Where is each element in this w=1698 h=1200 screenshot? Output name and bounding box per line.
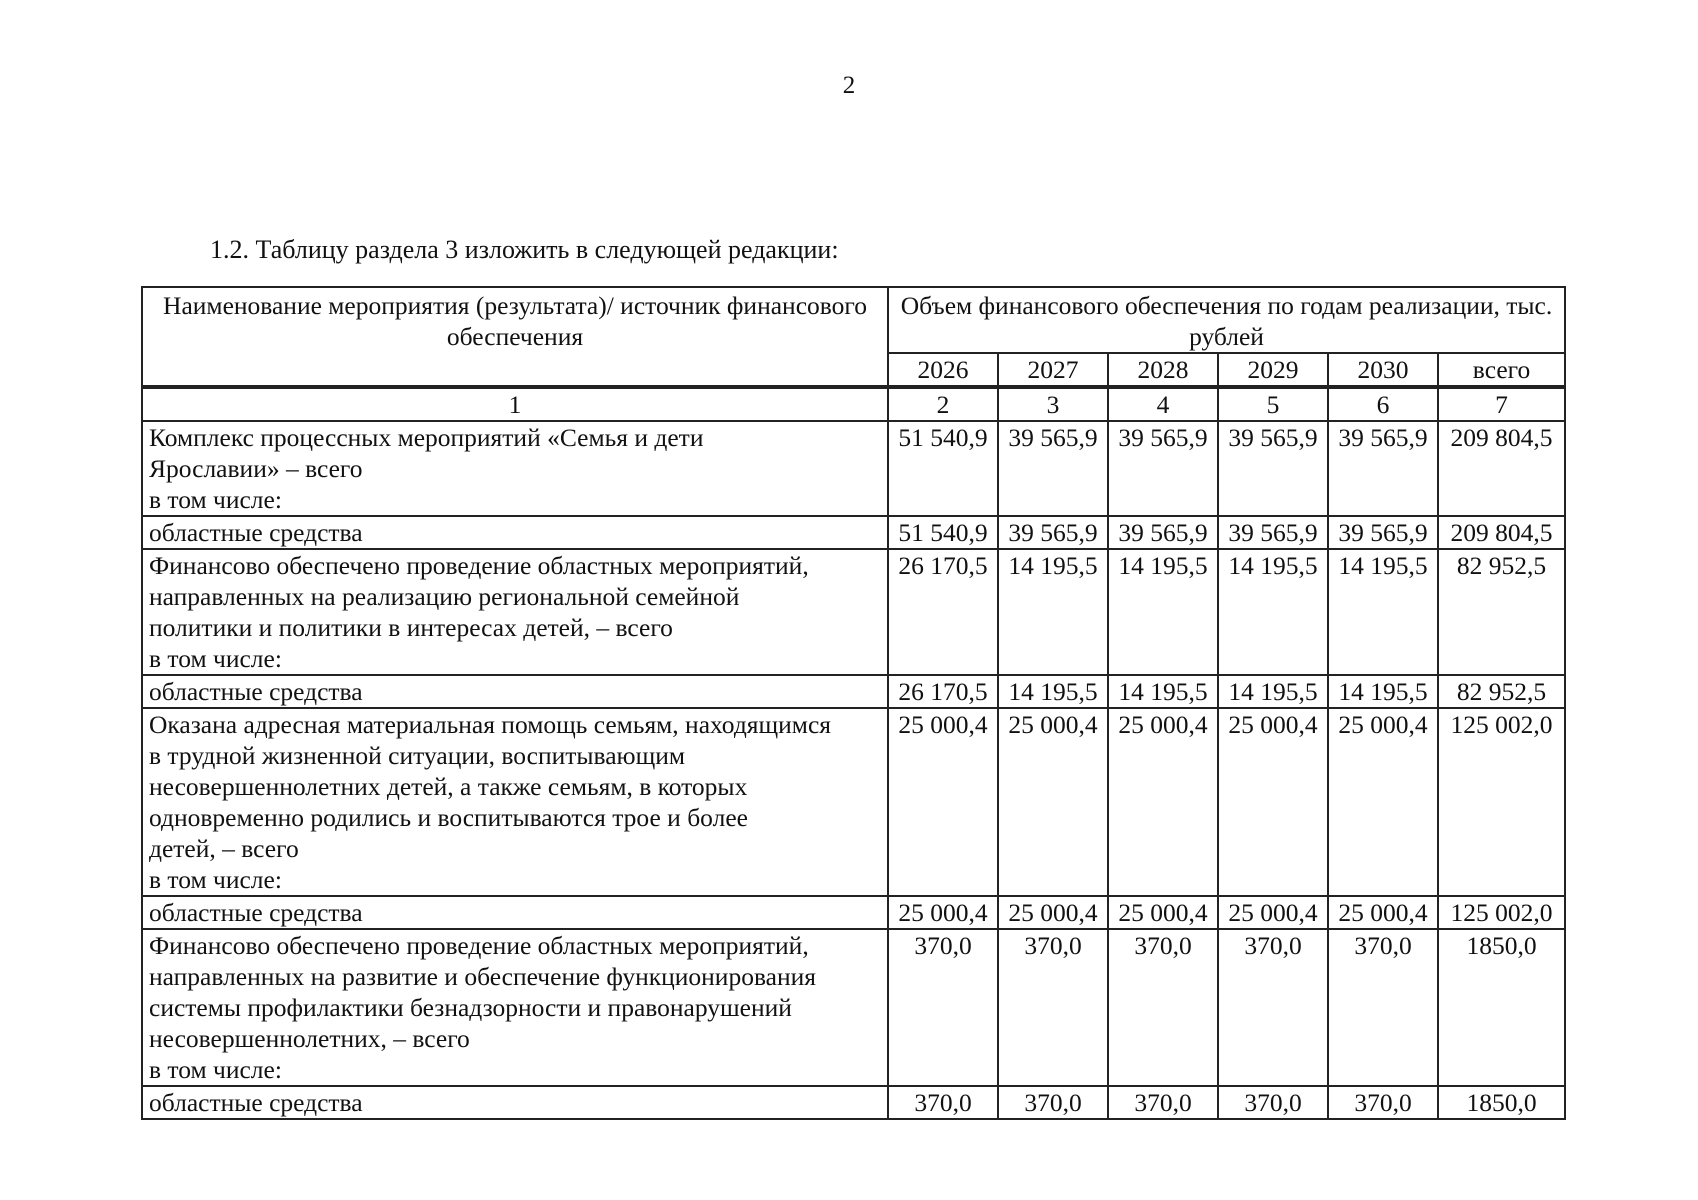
column-number: 4 bbox=[1108, 387, 1218, 421]
row-total-value: 1850,0 bbox=[1438, 1086, 1565, 1119]
row-year-value: 370,0 bbox=[998, 929, 1108, 1086]
row-year-value: 370,0 bbox=[1218, 929, 1328, 1086]
table-body bbox=[142, 421, 1565, 1119]
row-name-cell bbox=[142, 708, 888, 896]
table-header bbox=[142, 287, 1565, 421]
row-name-line: областные средства bbox=[149, 1088, 363, 1117]
table-row bbox=[142, 896, 1565, 929]
row-name-line: одновременно родились и воспитываются трое и более bbox=[149, 803, 748, 832]
row-name-cell bbox=[142, 675, 888, 708]
row-year-value: 14 195,5 bbox=[1328, 549, 1438, 675]
row-year-value: 370,0 bbox=[1108, 929, 1218, 1086]
header-year: 2029 bbox=[1218, 353, 1328, 387]
header-year: 2027 bbox=[998, 353, 1108, 387]
row-year-value: 370,0 bbox=[1218, 1086, 1328, 1119]
table-row bbox=[142, 516, 1565, 549]
row-name-cell bbox=[142, 1086, 888, 1119]
row-total-value: 82 952,5 bbox=[1438, 675, 1565, 708]
row-year-value: 25 000,4 bbox=[888, 708, 998, 896]
row-year-value: 25 000,4 bbox=[998, 896, 1108, 929]
column-number: 5 bbox=[1218, 387, 1328, 421]
row-total-value: 125 002,0 bbox=[1438, 708, 1565, 896]
table-row bbox=[142, 675, 1565, 708]
row-name-line: в том числе: bbox=[149, 865, 282, 894]
row-year-value: 370,0 bbox=[1328, 1086, 1438, 1119]
row-name-cell bbox=[142, 516, 888, 549]
row-name-line: в трудной жизненной ситуации, воспитывающим bbox=[149, 741, 686, 770]
header-name-column: Наименование мероприятия (результата)/ источник финансового обеспечения bbox=[142, 287, 888, 387]
row-name-line: системы профилактики безнадзорности и правонарушений bbox=[149, 993, 792, 1022]
row-name-line: Ярославии» – всего bbox=[149, 454, 363, 483]
row-name-cell bbox=[142, 896, 888, 929]
row-name-cell bbox=[142, 549, 888, 675]
header-year: 2026 bbox=[888, 353, 998, 387]
row-year-value: 370,0 bbox=[1108, 1086, 1218, 1119]
header-total: всего bbox=[1438, 353, 1565, 387]
column-number: 6 bbox=[1328, 387, 1438, 421]
row-name-line: областные средства bbox=[149, 677, 363, 706]
table-row bbox=[142, 549, 1565, 675]
header-year: 2030 bbox=[1328, 353, 1438, 387]
row-year-value: 26 170,5 bbox=[888, 549, 998, 675]
row-year-value: 14 195,5 bbox=[1218, 675, 1328, 708]
row-name-line: направленных на реализацию региональной семейной bbox=[149, 582, 740, 611]
row-name-line: Финансово обеспечено проведение областных мероприятий, bbox=[149, 931, 809, 960]
row-year-value: 25 000,4 bbox=[1108, 896, 1218, 929]
row-year-value: 25 000,4 bbox=[1218, 708, 1328, 896]
row-year-value: 39 565,9 bbox=[998, 516, 1108, 549]
row-year-value: 25 000,4 bbox=[998, 708, 1108, 896]
header-year: 2028 bbox=[1108, 353, 1218, 387]
row-year-value: 39 565,9 bbox=[1328, 421, 1438, 516]
row-year-value: 370,0 bbox=[888, 1086, 998, 1119]
row-name-line: Финансово обеспечено проведение областных мероприятий, bbox=[149, 551, 809, 580]
row-total-value: 209 804,5 bbox=[1438, 421, 1565, 516]
column-number-row bbox=[142, 387, 1565, 421]
row-year-value: 25 000,4 bbox=[1218, 896, 1328, 929]
row-name-line: в том числе: bbox=[149, 1055, 282, 1084]
row-name-cell bbox=[142, 929, 888, 1086]
row-name-line: несовершеннолетних, – всего bbox=[149, 1024, 470, 1053]
row-year-value: 25 000,4 bbox=[1328, 896, 1438, 929]
row-year-value: 25 000,4 bbox=[1328, 708, 1438, 896]
column-number: 2 bbox=[888, 387, 998, 421]
table-row bbox=[142, 929, 1565, 1086]
row-name-line: детей, – всего bbox=[149, 834, 299, 863]
row-total-value: 125 002,0 bbox=[1438, 896, 1565, 929]
row-name-line: в том числе: bbox=[149, 485, 282, 514]
row-name-cell bbox=[142, 421, 888, 516]
row-year-value: 370,0 bbox=[1328, 929, 1438, 1086]
row-year-value: 14 195,5 bbox=[1108, 549, 1218, 675]
row-year-value: 39 565,9 bbox=[998, 421, 1108, 516]
row-name-line: направленных на развитие и обеспечение функционирования bbox=[149, 962, 816, 991]
row-year-value: 14 195,5 bbox=[1108, 675, 1218, 708]
row-year-value: 14 195,5 bbox=[1218, 549, 1328, 675]
row-year-value: 26 170,5 bbox=[888, 675, 998, 708]
row-total-value: 209 804,5 bbox=[1438, 516, 1565, 549]
row-year-value: 39 565,9 bbox=[1328, 516, 1438, 549]
row-name-line: Комплекс процессных мероприятий «Семья и дети bbox=[149, 423, 704, 452]
row-year-value: 14 195,5 bbox=[998, 549, 1108, 675]
row-year-value: 51 540,9 bbox=[888, 516, 998, 549]
column-number: 3 bbox=[998, 387, 1108, 421]
row-year-value: 39 565,9 bbox=[1218, 516, 1328, 549]
row-year-value: 39 565,9 bbox=[1218, 421, 1328, 516]
row-name-line: в том числе: bbox=[149, 644, 282, 673]
row-name-line: политики и политики в интересах детей, – всего bbox=[149, 613, 673, 642]
row-year-value: 25 000,4 bbox=[888, 896, 998, 929]
page-number: 2 bbox=[842, 72, 856, 99]
row-year-value: 370,0 bbox=[888, 929, 998, 1086]
financing-table bbox=[141, 286, 1566, 1120]
row-year-value: 39 565,9 bbox=[1108, 516, 1218, 549]
column-number: 7 bbox=[1438, 387, 1565, 421]
row-year-value: 39 565,9 bbox=[1108, 421, 1218, 516]
row-year-value: 51 540,9 bbox=[888, 421, 998, 516]
row-total-value: 1850,0 bbox=[1438, 929, 1565, 1086]
header-volume-group: Объем финансового обеспечения по годам реализации, тыс. рублей bbox=[888, 287, 1565, 353]
table-row bbox=[142, 708, 1565, 896]
row-year-value: 14 195,5 bbox=[998, 675, 1108, 708]
row-year-value: 25 000,4 bbox=[1108, 708, 1218, 896]
row-total-value: 82 952,5 bbox=[1438, 549, 1565, 675]
row-name-line: областные средства bbox=[149, 518, 363, 547]
table-row bbox=[142, 1086, 1565, 1119]
row-name-line: областные средства bbox=[149, 898, 363, 927]
table-row bbox=[142, 421, 1565, 516]
row-name-line: несовершеннолетних детей, а также семьям, в которых bbox=[149, 772, 748, 801]
column-number: 1 bbox=[142, 387, 888, 421]
row-year-value: 370,0 bbox=[998, 1086, 1108, 1119]
row-name-line: Оказана адресная материальная помощь семьям, находящимся bbox=[149, 710, 831, 739]
row-year-value: 14 195,5 bbox=[1328, 675, 1438, 708]
intro-paragraph: 1.2. Таблицу раздела 3 изложить в следующей редакции: bbox=[210, 235, 839, 264]
